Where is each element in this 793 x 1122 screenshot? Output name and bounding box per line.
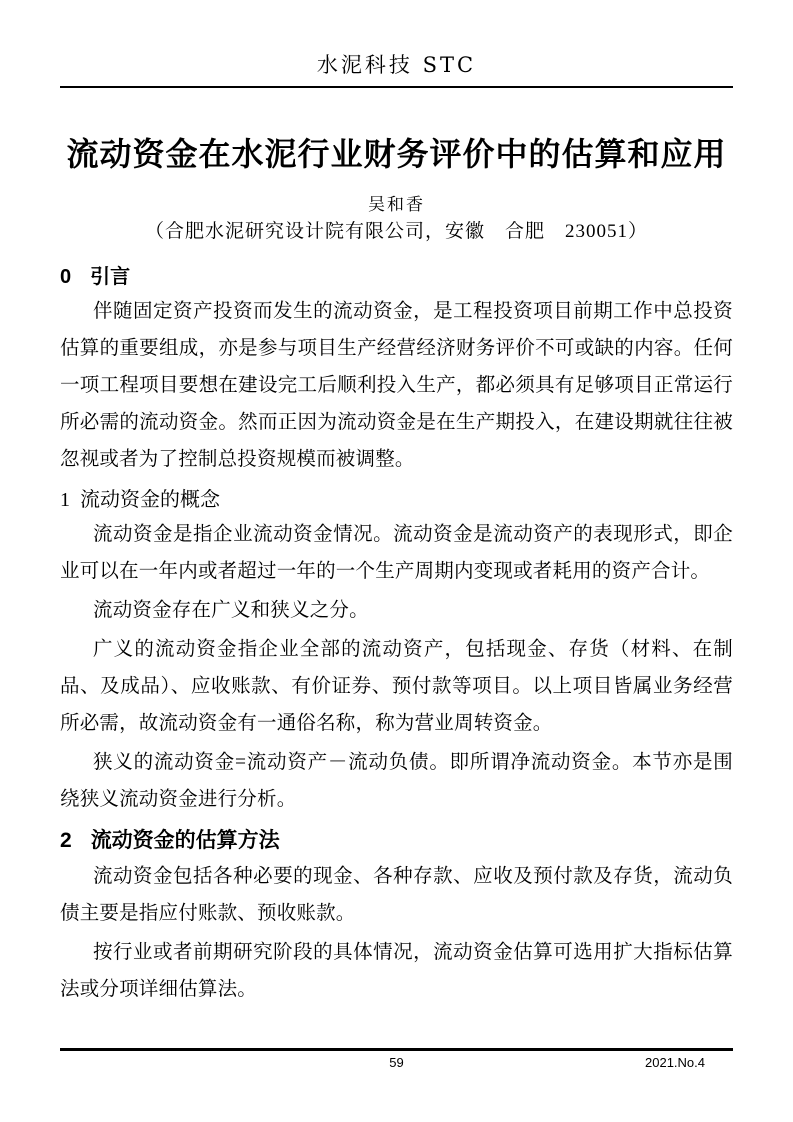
journal-title: 水泥科技 STC xyxy=(316,53,477,77)
page-number: 59 xyxy=(389,1055,404,1070)
paragraph: 广义的流动资金指企业全部的流动资产，包括现金、存货（材料、在制品、及成品）、应收账款、有价证券、预付款等项目。以上项目皆属业务经营所必需，故流动资金有一通俗名称，称为营业周转资金。 xyxy=(60,639,733,734)
issue-label: 2021.No.4 xyxy=(645,1055,705,1070)
section-concept xyxy=(60,486,733,818)
paragraph: 狭义的流动资金=流动资产－流动负债。即所谓净流动资金。本节亦是围绕狭义流动资金进行分析。 xyxy=(60,752,733,810)
section-title: 流动资金的估算方法 xyxy=(90,829,280,852)
section-heading xyxy=(60,486,733,514)
section-title: 流动资金的概念 xyxy=(80,489,220,511)
article-title: 流动资金在水泥行业财务评价中的估算和应用 xyxy=(66,136,727,172)
section-title: 引言 xyxy=(90,266,131,288)
section-heading xyxy=(60,826,733,856)
section-number: 2 xyxy=(60,829,72,852)
paragraph: 流动资金是指企业流动资金情况。流动资金是流动资产的表现形式，即企业可以在一年内或者超过一年的一个生产周期内变现或者耗用的资产合计。 xyxy=(60,524,733,582)
section-estimation-methods xyxy=(60,826,733,1008)
section-heading xyxy=(60,263,733,291)
paragraph: 流动资金包括各种必要的现金、各种存款、应收及预付款及存货，流动负债主要是指应付账款、预收账款。 xyxy=(60,866,733,924)
paragraph: 流动资金存在广义和狭义之分。 xyxy=(93,600,369,621)
section-introduction xyxy=(60,263,733,478)
section-number: 0 xyxy=(60,266,72,288)
paragraph: 伴随固定资产投资而发生的流动资金，是工程投资项目前期工作中总投资估算的重要组成，亦是参与项目生产经营经济财务评价不可或缺的内容。任何一项工程项目要想在建设完工后顺利投入生产，都必须具有足够项目正常运行所必需的流动资金。然而正因为流动资金是在生产期投入，在建设期就往往被忽视或者为了控制总投资规模而被调整。 xyxy=(60,301,733,470)
author-affiliation: （合肥水泥研究设计院有限公司，安徽 合肥 230051） xyxy=(144,221,648,242)
paragraph: 按行业或者前期研究阶段的具体情况，流动资金估算可选用扩大指标估算法或分项详细估算法。 xyxy=(60,942,733,1000)
journal-header xyxy=(60,0,733,88)
page-footer xyxy=(60,1048,733,1071)
author-name: 吴和香 xyxy=(368,195,425,214)
section-number: 1 xyxy=(60,489,70,511)
